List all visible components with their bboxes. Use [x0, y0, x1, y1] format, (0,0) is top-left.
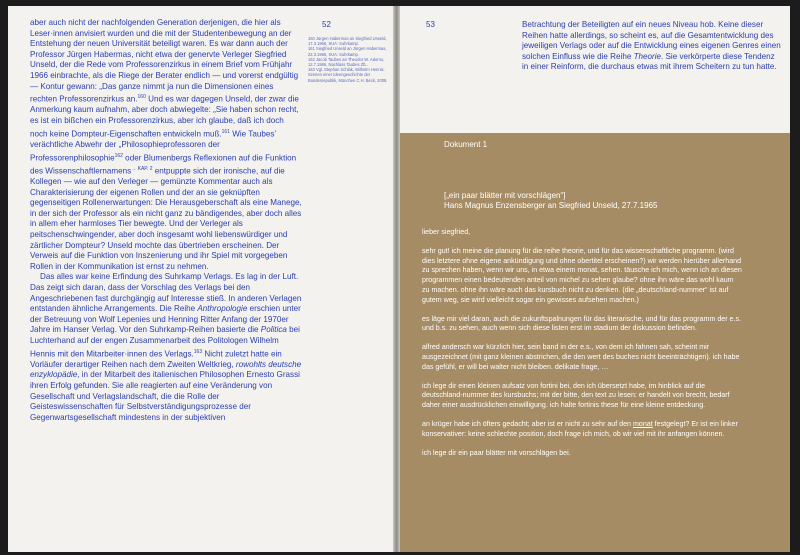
text-run: Wie Taubes’ verächtliche Abwehr der „Philosophieprofessoren der Professorenphilosophie [30, 129, 276, 163]
document-title-line: [„ein paar blätter mit vorschlägen“] [444, 191, 566, 200]
letter-paragraph: alfred andersch war kürzlich hier, sein band in der e.s., von dem ich fahnen sah, scheint mir ausgezeichnet (mit ganz kleinen abstrichen, die den wert des buches nicht beeinträchtigen). ich habe das gefühl, er will bei walter nicht bleiben. delikate frage, … [422, 343, 740, 371]
letter-paragraph: sehr gut! ich meine die planung für die reihe theorie, und für das wissenschaftliche programm. (wird dies letztere ohne eigene ankündigung und ohne obertitel erscheinen?) wir werden hierüber allerhand zu sprechen haben, wenn wir uns, in etwa einem monat, sehen. täusche ich mich, wenn ich an diesen programmen einen bedeutenden anteil von michel zu sehen glaube? ohne ihn wäre das wohl kaum zu machen. ohne ihn wäre auch das kursbuch nicht zu denken. (die „deutschland-nummer“ ist auf gutem weg, sie wird vielleicht sogar ein gewisses aufsehen machen.) [422, 246, 742, 304]
letter-paragraph: ich lege dir ein paar blätter mit vorschlägen bei. [422, 448, 571, 457]
footnotes [308, 36, 390, 83]
footnote-ref: 163 [193, 348, 203, 355]
text-run: Nicht zuletzt hatte ein Vorläufer derartiger Reihen nach dem Zweiten Weltkrieg, [30, 349, 282, 369]
footnote-ref: 160 [137, 94, 146, 101]
chapter-ref: → KAP. 2 [131, 165, 153, 172]
page-number: 53 [426, 20, 435, 29]
text-run: , in der Mitarbeit des italienischen Philosophen Ernesto Grassi ihren Erfolg gefunden. Sie alle reagierten auf eine Veränderung von Gesellschaft und Verlagslandschaft, die die Rolle der Geisteswissenschaften für Selbstverständigungsprozesse der Gegenwartsgesellschaft mindestens in der subjektiven [30, 370, 300, 422]
text-run: festgelegt? Er ist ein linker konservativer: keine schlechte position, doch frage ich mich, ob wir viel mit ihr anfangen können. [422, 419, 738, 438]
footnote: 161 Siegfried Unseld an Jürgen Habermas, 22.3.1966, SUA: Suhrkamp. [308, 46, 387, 57]
left-paragraph [30, 18, 302, 272]
right-body-text [522, 20, 782, 73]
letter-paragraph: ich lege dir einen kleinen aufsatz von fortini bei, den ich übersetzt habe, im hinblick auf die deutschland-nummer des kursbuchs; mit der bitte, den text zu lesen: er handelt von brecht, bedarf daher einer ausdrücklichen einwilligung. ich halte fortinis these für eine kleine entdeckung. [422, 381, 730, 410]
right-page [400, 6, 790, 552]
right-paragraph [522, 20, 782, 73]
text-run: an krüger habe ich öfters gedacht; aber ist er nicht zu sehr auf den [422, 419, 633, 428]
letter-paragraph: es läge mir viel daran, auch die zukunftspalnungen für das literarische, und für das programm der e.s. und b.s. zu sehen, auch wenn sich diese listen erst im stadium der diskussion befinden. [422, 314, 741, 333]
text-run: oder Blumenbergs Reflexionen auf die Funktion des Wissenschaftlernamens [30, 153, 297, 176]
letter-paragraph [422, 420, 742, 440]
text-run: erschien unter der Betreuung von Wolf Lepenies und Henning Ritter Anfang der 1970er Jahre im Hanser Verlag. Vor den Suhrkamp-Reihen basierte die [30, 304, 301, 335]
text-run: aber auch nicht der nachfolgenden Generation derjenigen, die hier als Leser·innen anvisiert wurden und die mit der Studentenbewegung an der Entstehung der neuen Universität beteiligt waren. Es war dann auch der Professor Jürgen Habermas, nicht etwa der genervte Verleger Siegfried Unseld, der die Rede vom Professorenzirkus in einem Brief vom Frühjahr 1966 einbrachte, als die Riege der Berater endlich — und vorerst endgültig — Kontur gewann: „Das ganze nimmt ja nun die Dimensionen eines rechten Professorenzirkus an. [30, 18, 299, 104]
text-italic: Theorie [633, 51, 662, 61]
letter-paragraph: lieber siegfried, [422, 228, 471, 236]
document-label: Dokument 1 [444, 140, 488, 149]
page-number: 52 [322, 20, 331, 29]
document-title [444, 191, 657, 212]
footnote-ref: 162 [114, 152, 123, 159]
footnote: 163 Vgl. Stephan Schlak, Wilhelm Hennis. Szenen einer Ideengeschichte der Bundesrepublik, München C.H. Beck, 2008. [308, 67, 388, 83]
document-panel [400, 133, 790, 552]
text-italic: Politica [260, 325, 287, 335]
letter-text [422, 228, 742, 467]
footnote-ref: 161 [221, 128, 230, 135]
text-underlined: monat [632, 419, 653, 428]
left-page [8, 6, 393, 552]
text-run: Das alles war keine Erfindung des Suhrkamp Verlags. Es lag in der Luft. Das zeigt sich daran, dass der Vorschlag des Verlags bei den Angeschriebenen fast durchgängig auf Interesse stieß. In anderen Verlagen entstanden ähnliche Arrangements. Die Reihe [30, 272, 302, 314]
footnote: 160 Jürgen Habermas an Siegfried Unseld, 17.3.1966, SUA: Suhrkamp. [308, 36, 387, 47]
book-gutter [393, 6, 400, 552]
text-run: entpuppte sich der ironische, auf die Kollegen — wie auf den Verleger — gemünzte Kommentar auch als Charakterisierung der eigenen Rollen und der an sie geknüpften gegenseitigen Rollenerwartungen: Die Herausgeberschaft als eine Manege, in der sich der Professor als ein nicht ganz zu bändigendes, aber doch alles in allem eher harmloses Tier bewegte. Und der Verleger als peitschenschwingender, aber doch insgesamt wohl liebenswürdiger und zärtlicher Dompteur? Unseld mochte das übertrieben erscheinen. Der Verweis auf die Funktion von Inszenierung und ihr Spiel mit vorgegeben Rollen in der Kommunikation ist ernst zu nehmen. [30, 166, 302, 271]
text-italic: rowohlts deutsche enzyklopädie [30, 359, 302, 380]
left-paragraph [30, 272, 302, 423]
text-run: Und es war dagegen Unseld, der zwar die Anmerkung kaum aufnahm, aber doch abwiegelte: „Sie haben schon recht, es ist ein bißchen ein Professorenzirkus, aber ich glaube, daß ich doch noch keine Dompteur-Eigenschaften entwickeln muß. [30, 94, 299, 139]
left-body-text [30, 18, 302, 423]
text-run: bei Luchterhand auf der engen Zusammenarbeit des Politologen Wilhelm Hennis mit den Mitarbeiter·innen des Verlags. [30, 325, 300, 359]
text-run: Betrachtung der Beteiligten auf ein neues Niveau hob. Keine dieser Reihen hatte allerdings, so scheint es, auf die Gesamtentwicklung des jeweiligen Verlags oder auf die Entwicklung eines eigenen Genres einen solchen Einfluss wie die Reihe [522, 20, 781, 61]
text-italic: Anthropologie [197, 304, 248, 314]
footnote: 162 Jacob Taubes an Theodor W. Adorno, 12.7.1966, Nachlass Taubes ZfL. [308, 56, 385, 68]
text-run: . Sie verkörperte diese Tendenz in einer Reinform, die durchaus etwas mit ihrem Scheitern zu tun hatte. [522, 51, 777, 72]
document-title-line: Hans Magnus Enzensberger an Siegfried Unseld, 27.7.1965 [444, 201, 658, 211]
